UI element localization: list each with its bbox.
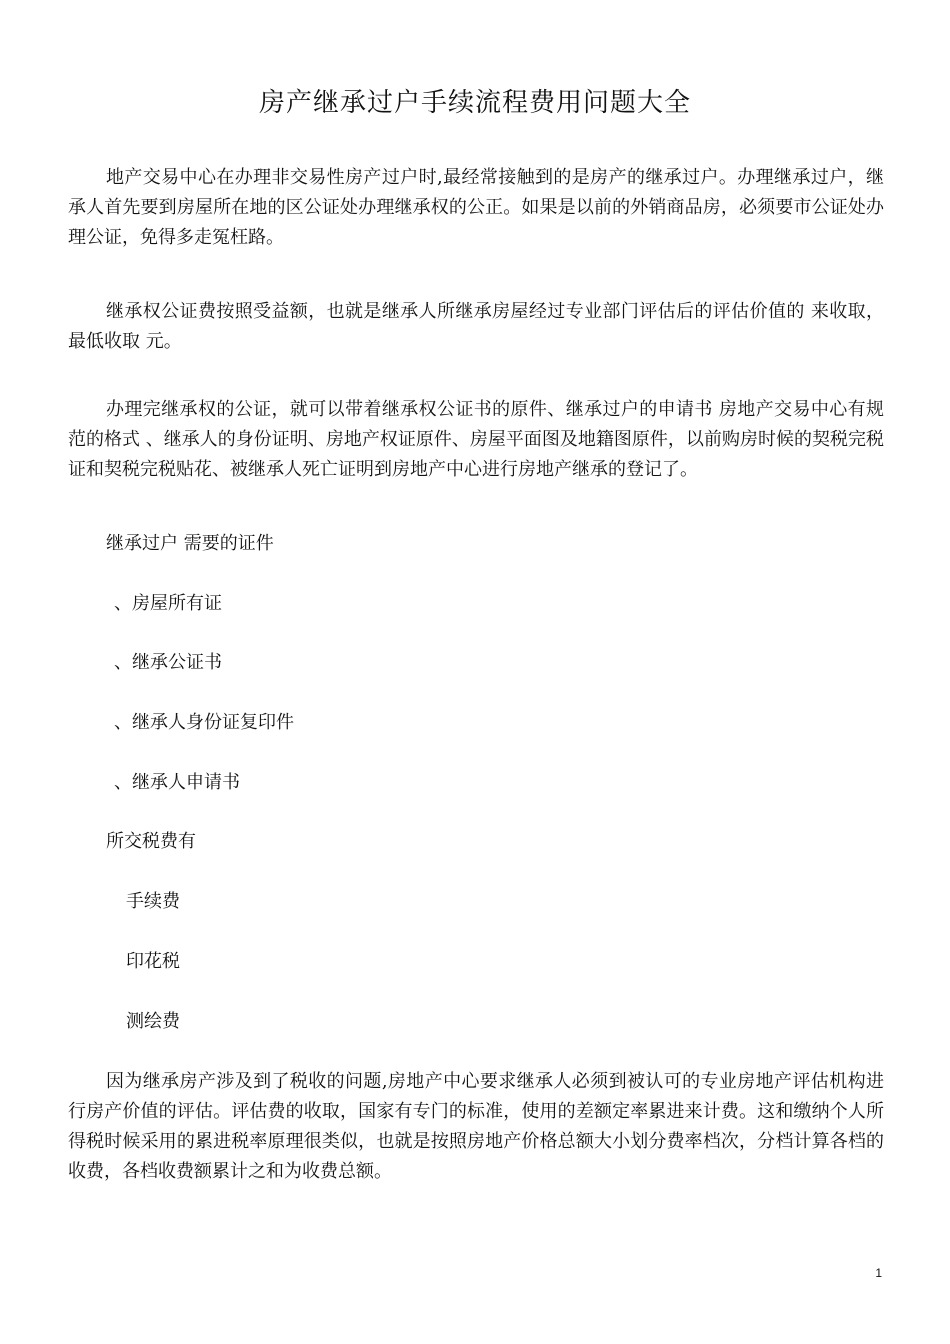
list-item: 、继承人申请书	[114, 772, 240, 793]
page-number: 1	[875, 1266, 882, 1280]
paragraph-intro: 地产交易中心在办理非交易性房产过户时,最经常接触到的是房产的继承过户。办理继承过户，继承人首先要到房屋所在地的区公证处办理继承权的公正。如果是以前的外销商品房，必须要市公证处办理公证，免得多走冤枉路。	[68, 167, 884, 248]
paragraph-notary-fee: 继承权公证费按照受益额，也就是继承人所继承房屋经过专业部门评估后的评估价值的 来收取，最低收取 元。	[68, 301, 884, 352]
list-item: 手续费	[126, 891, 180, 912]
documents-heading: 继承过户 需要的证件	[106, 533, 274, 554]
fees-heading: 所交税费有	[106, 831, 196, 852]
list-item: 、继承公证书	[114, 652, 222, 673]
list-item: 印花税	[126, 951, 180, 972]
paragraph-appraisal: 因为继承房产涉及到了税收的问题,房地产中心要求继承人必须到被认可的专业房地产评估机构进行房产价值的评估。评估费的收取，国家有专门的标准，使用的差额定率累进来计费。这和缴纳个人所得税时候采用的累进税率原理很类似，也就是按照房地产价格总额大小划分费率档次，分档计算各档的收费，各档收费额累计之和为收费总额。	[68, 1071, 884, 1182]
paragraph-registration: 办理完继承权的公证，就可以带着继承权公证书的原件、继承过户的申请书 房地产交易中心有规范的格式 、继承人的身份证明、房地产权证原件、房屋平面图及地籍图原件，以前购房时候的契税完税证和契税完税贴花、被继承人死亡证明到房地产中心进行房地产继承的登记了。	[68, 399, 884, 480]
list-item: 、继承人身份证复印件	[114, 712, 294, 733]
list-item: 、房屋所有证	[114, 593, 222, 614]
list-item: 测绘费	[126, 1011, 180, 1032]
document-title: 房产继承过户手续流程费用问题大全	[258, 88, 691, 118]
